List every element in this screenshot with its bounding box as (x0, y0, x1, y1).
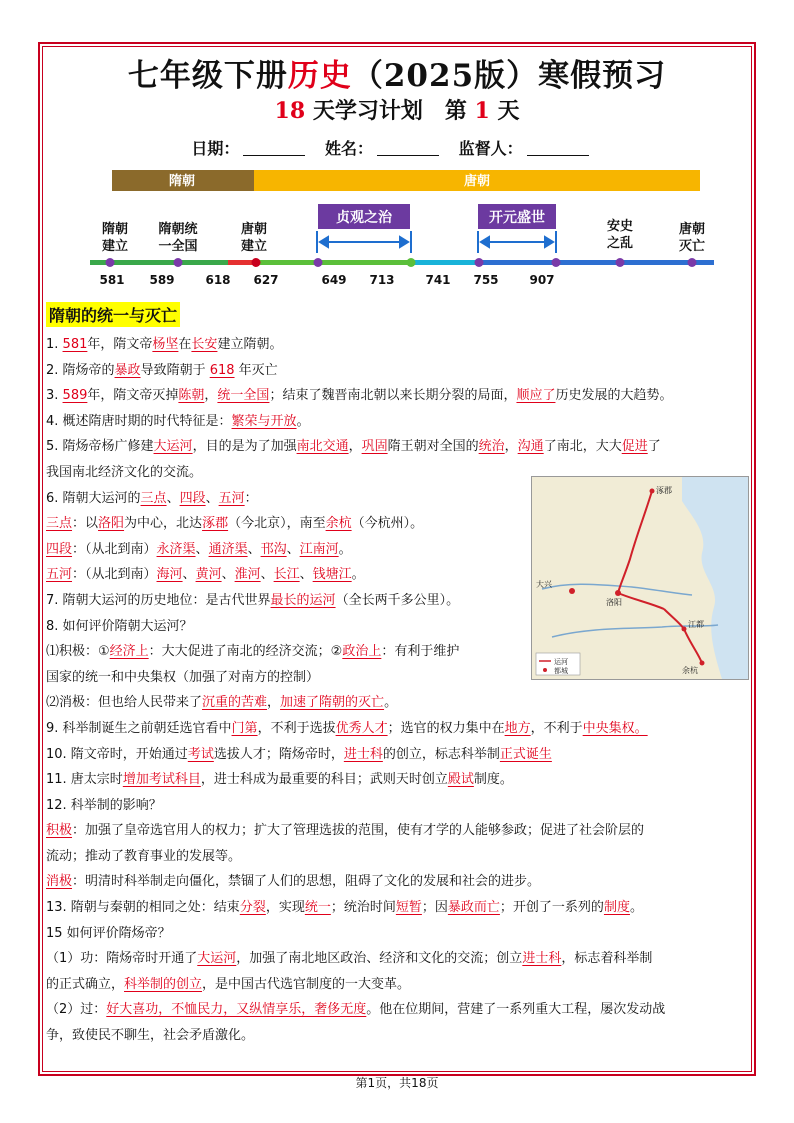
event-sui-founded-2: 建立 (101, 239, 129, 254)
note-text: ， (348, 439, 362, 455)
note-line (46, 358, 752, 384)
map-label-zhuojun: 涿郡 (656, 486, 672, 495)
keyword-answer: 大运河 (197, 951, 237, 967)
map-city-zhuojun (650, 489, 655, 494)
note-text: 国家的统一和中央集权（加强了对南方的控制） (46, 669, 320, 685)
note-line (46, 332, 752, 358)
legend-canal-label: 运河 (554, 658, 568, 666)
title-highlight: 历史 (287, 58, 352, 94)
note-text: 1. (46, 337, 63, 352)
date-label: 日期： (191, 139, 240, 158)
keyword-answer: 进士科 (343, 746, 383, 762)
name-field[interactable] (377, 141, 439, 156)
year-627: 627 (253, 273, 279, 287)
keyword-answer: 科举制的创立 (124, 976, 203, 992)
map-city-yuhang (700, 661, 705, 666)
note-text: ：明清时科举制走向僵化，禁锢了人们的思想，阻碍了文化的发展和社会的进步。 (72, 874, 541, 890)
note-text: 。 (384, 695, 398, 711)
note-text: 年，隋文帝灭掉 (87, 388, 179, 404)
note-text: 、 (247, 541, 261, 557)
marker-anshi (616, 258, 625, 267)
note-line (46, 818, 752, 844)
note-line (46, 1023, 752, 1049)
note-line (46, 895, 752, 921)
event-tang-fall-1: 唐朝 (678, 222, 706, 237)
keyword-answer: 五河 (46, 567, 73, 583)
keyword-answer: 581 (62, 337, 88, 352)
note-line (46, 844, 752, 870)
section-heading: 隋朝的统一与灭亡 (46, 302, 180, 327)
keyword-answer: 考试 (187, 746, 214, 762)
keyword-answer: 长江 (273, 567, 300, 583)
keyword-answer: 优秀人才 (335, 720, 388, 736)
marker-649 (314, 258, 323, 267)
name-label: 姓名： (324, 139, 373, 158)
event-anshi-1: 安史 (606, 219, 634, 234)
supervisor-field[interactable] (527, 141, 589, 156)
keyword-answer: 南北交通 (296, 439, 349, 455)
keyword-answer: 长安 (191, 337, 218, 352)
note-text: 13. 隋朝与秦朝的相同之处：结束 (46, 900, 240, 916)
note-text: 、 (195, 541, 209, 557)
note-text: 4. 概述隋唐时期的时代特征是： (46, 413, 232, 429)
marker-741 (552, 258, 561, 267)
legend-capital-swatch (543, 668, 547, 672)
event-tang-fall-2: 灭亡 (678, 239, 706, 254)
note-text: ；选官的权力集中在 (387, 720, 505, 736)
keyword-answer: 江南河 (299, 541, 339, 557)
note-text: ：（从北到南） (72, 567, 157, 583)
keyword-answer: 陈朝 (178, 388, 205, 404)
keyword-answer: 余杭 (325, 516, 352, 532)
note-line (46, 716, 752, 742)
keyword-answer: 618 (209, 362, 235, 378)
note-text: ；结束了魏晋南北朝以来长期分裂的局面， (269, 388, 517, 404)
map-city-luoyang (615, 590, 621, 596)
note-line (46, 665, 526, 691)
note-text: ：（从北到南） (72, 541, 157, 557)
note-text: 、 (166, 490, 180, 506)
year-649: 649 (321, 273, 347, 287)
year-755: 755 (473, 273, 499, 287)
note-text: 10. 隋文帝时，开始通过 (46, 746, 188, 762)
note-text: ：以 (72, 516, 99, 532)
keyword-answer: 制度 (603, 900, 630, 916)
note-line (46, 511, 526, 537)
timeline-axis-blue (476, 260, 714, 265)
sui-tang-timeline (82, 168, 722, 290)
year-713: 713 (369, 273, 395, 287)
note-text: ，目的是为了加强 (192, 439, 297, 455)
note-text: （1）功：隋炀帝时开通了 (46, 951, 198, 967)
note-text: ：有利于维护 (381, 644, 460, 660)
note-text: 我国南北经济文化的交流。 (46, 464, 203, 480)
event-sui-unify-2: 一全国 (158, 239, 198, 254)
note-text: 、 (221, 567, 235, 583)
note-text: ：大大促进了南北的经济交流；② (148, 644, 343, 660)
note-text: ；开创了一系列的 (499, 900, 604, 916)
year-907: 907 (529, 273, 555, 287)
keyword-answer: 统治 (478, 439, 505, 455)
map-label-yuhang: 余杭 (682, 666, 698, 675)
page-footer: 第1页，共18页 (355, 1076, 439, 1090)
keyword-answer: 进士科 (522, 951, 562, 967)
event-tang-founded-1: 唐朝 (240, 222, 268, 237)
keyword-answer: 增加考试科目 (122, 772, 201, 788)
study-plan-subtitle: 18 天学习计划 第 1 天 (274, 98, 520, 124)
note-text: ，实现 (265, 900, 305, 916)
keyword-answer: 殿试 (447, 772, 474, 788)
tang-band-label: 唐朝 (463, 174, 491, 189)
marker-755 (475, 258, 484, 267)
keyword-answer: 洛阳 (98, 516, 125, 532)
note-text: 年灭亡 (234, 362, 278, 378)
keyword-answer: 三点 (46, 516, 73, 532)
marker-581 (106, 258, 115, 267)
note-text: ， (504, 439, 518, 455)
note-text: 15 如何评价隋炀帝？ (46, 925, 171, 941)
note-line (46, 742, 752, 768)
keyword-answer: 永济渠 (156, 541, 196, 557)
zhenguan-arrow-right (400, 237, 408, 247)
note-text: 在 (178, 337, 192, 352)
note-text: 流动；推动了教育事业的发展等。 (46, 848, 242, 864)
note-text: 隋王朝对全国的 (387, 439, 479, 455)
keyword-answer: 积极 (46, 823, 73, 839)
note-text: 建立隋朝。 (217, 337, 283, 352)
note-line (46, 434, 752, 460)
keyword-answer: 门第 (231, 720, 258, 736)
note-text: ；因 (421, 900, 448, 916)
note-text: ： (244, 490, 258, 506)
sui-band-label: 隋朝 (168, 174, 196, 189)
note-text: ， (204, 388, 218, 404)
marker-589 (174, 258, 183, 267)
note-text: ，不利于 (530, 720, 583, 736)
note-text: 5. 隋炀帝杨广修建 (46, 439, 154, 455)
note-text: 、 (205, 490, 219, 506)
keyword-answer: 钱塘江 (312, 567, 352, 583)
zhenguan-label: 贞观之治 (336, 210, 392, 226)
zhenguan-arrow-left (320, 237, 328, 247)
year-589: 589 (149, 273, 175, 287)
note-text: 。 (296, 413, 310, 429)
note-text: 。 (338, 541, 352, 557)
note-text: 导致隋朝于 (140, 362, 210, 378)
note-line (46, 383, 752, 409)
keyword-answer: 四段 (46, 541, 73, 557)
keyword-answer: 大运河 (153, 439, 193, 455)
keyword-answer: 统一全国 (217, 388, 270, 404)
timeline-axis-cyan (408, 260, 476, 265)
year-741: 741 (425, 273, 451, 287)
kaiyuan-label: 开元盛世 (489, 210, 545, 226)
note-line (46, 921, 752, 947)
note-line (46, 869, 752, 895)
note-text: ；统治时间 (330, 900, 396, 916)
kaiyuan-arrow-right (545, 237, 553, 247)
note-line (46, 537, 526, 563)
keyword-answer: 中央集权。 (582, 720, 648, 736)
keyword-answer: 淮河 (234, 567, 261, 583)
note-text: 11. 唐太宗时 (46, 772, 123, 788)
note-text: 12. 科举制的影响？ (46, 797, 162, 813)
note-text: ，是中国古代选官制度的一大变革。 (202, 976, 411, 992)
keyword-answer: 通济渠 (208, 541, 248, 557)
keyword-answer: 正式诞生 (499, 746, 552, 762)
supervisor-label: 监督人： (458, 139, 523, 158)
note-line (46, 409, 752, 435)
event-tang-founded-2: 建立 (240, 239, 268, 254)
note-text: （2）过： (46, 1002, 107, 1018)
note-text: 制度。 (473, 772, 513, 788)
page-title: 七年级下册历史（2025版）寒假预习 (127, 58, 667, 94)
keyword-answer: 沉重的苦难 (202, 695, 268, 711)
keyword-answer: 统一 (304, 900, 331, 916)
event-sui-founded-1: 隋朝 (101, 222, 129, 237)
keyword-answer: 杨坚 (152, 337, 179, 352)
note-text: 6. 隋朝大运河的 (46, 490, 141, 506)
note-text: 、 (299, 567, 313, 583)
keyword-answer: 政治上 (342, 644, 382, 660)
keyword-answer: 暴政而亡 (447, 900, 500, 916)
keyword-answer: 地方 (504, 720, 531, 736)
note-line (46, 486, 526, 512)
note-line (46, 997, 752, 1023)
notes-content (46, 332, 752, 1049)
keyword-answer: 三点 (140, 490, 167, 506)
note-line (46, 690, 752, 716)
keyword-answer: 暴政 (114, 362, 141, 378)
keyword-answer: 繁荣与开放 (231, 413, 297, 429)
keyword-answer: 邗沟 (260, 541, 287, 557)
note-line (46, 946, 752, 972)
keyword-answer: 经济上 (109, 644, 149, 660)
year-618: 618 (205, 273, 231, 287)
note-text: ⑵消极：但也给人民带来了 (46, 695, 203, 711)
note-text: 为中心，北达 (124, 516, 203, 532)
year-581: 581 (99, 273, 125, 287)
keyword-answer: 促进 (621, 439, 648, 455)
legend-capital-label: 都城 (554, 667, 568, 675)
note-text: 了南北，大大 (543, 439, 622, 455)
note-line (46, 562, 526, 588)
note-text: ，进士科成为最重要的科目；武则天时创立 (200, 772, 448, 788)
keyword-answer: 分裂 (239, 900, 266, 916)
marker-618 (252, 258, 261, 267)
note-text: ：加强了皇帝选官用人的权力；扩大了管理选拔的范围，使有才学的人能够参政；促进了社会阶层的 (72, 823, 645, 839)
note-text: （今杭州）。 (351, 516, 424, 532)
note-text: 年，隋文帝 (87, 337, 153, 352)
info-line (0, 136, 794, 159)
date-field[interactable] (243, 141, 305, 156)
note-text: ⑴积极：① (46, 644, 110, 660)
map-label-daxing: 大兴 (536, 580, 552, 589)
note-text: ， (267, 695, 281, 711)
note-line (46, 972, 752, 998)
keyword-answer: 顺应了 (516, 388, 556, 404)
map-city-jiangdu (682, 627, 687, 632)
note-text: 9. 科举制诞生之前朝廷选官看中 (46, 720, 232, 736)
marker-907 (688, 258, 697, 267)
timeline-axis-lightgreen (258, 260, 408, 265)
note-line (46, 767, 752, 793)
keyword-answer: 海河 (156, 567, 183, 583)
keyword-answer: 涿郡 (202, 516, 229, 532)
keyword-answer: 沟通 (517, 439, 544, 455)
note-line (46, 793, 752, 819)
note-text: 的正式确立， (46, 976, 125, 992)
note-text: 、 (260, 567, 274, 583)
note-text: （今北京），南至 (228, 516, 326, 532)
note-text: 选拔人才；隋炀帝时， (213, 746, 344, 762)
note-line (46, 614, 526, 640)
keyword-answer: 最长的运河 (270, 592, 336, 608)
note-text: 。 (629, 900, 643, 916)
note-text: 7. 隋朝大运河的历史地位：是古代世界 (46, 592, 271, 608)
note-line (46, 588, 526, 614)
note-text: 。他在位期间，营建了一系列重大工程，屡次发动战 (366, 1002, 666, 1018)
note-text: 争，致使民不聊生，社会矛盾激化。 (46, 1028, 255, 1044)
map-label-luoyang: 洛阳 (606, 598, 622, 607)
event-anshi-2: 之乱 (606, 236, 634, 251)
keyword-answer: 四段 (179, 490, 206, 506)
keyword-answer: 黄河 (195, 567, 222, 583)
note-text: ，不利于选拔 (257, 720, 336, 736)
note-text: 、 (182, 567, 196, 583)
keyword-answer: 短暂 (395, 900, 422, 916)
keyword-answer: 五河 (218, 490, 245, 506)
map-capital-daxing (569, 588, 575, 594)
note-text: 历史发展的大趋势。 (555, 388, 673, 404)
kaiyuan-arrow-left (481, 237, 489, 247)
note-text: ，加强了南北地区政治、经济和文化的交流；创立 (236, 951, 523, 967)
keyword-answer: 589 (62, 388, 88, 404)
note-text: ，标志着科举制 (561, 951, 653, 967)
map-label-jiangdu: 江都 (688, 620, 704, 629)
note-text: 2. 隋炀帝的 (46, 362, 115, 378)
note-text: 3. (46, 388, 63, 404)
note-text: 、 (286, 541, 300, 557)
note-text: 。 (351, 567, 365, 583)
keyword-answer: 巩固 (361, 439, 388, 455)
note-text: （全长两千多公里）。 (335, 592, 460, 608)
note-text: 8. 如何评价隋朝大运河？ (46, 618, 193, 634)
event-sui-unify-1: 隋朝统 (158, 222, 198, 237)
note-text: 了 (647, 439, 661, 455)
note-text: 的创立，标志科举制 (382, 746, 500, 762)
keyword-answer: 加速了隋朝的灭亡 (280, 695, 385, 711)
grand-canal-map (531, 476, 749, 680)
keyword-answer: 好大喜功，不恤民力，又纵情享乐，奢侈无度 (106, 1002, 367, 1018)
keyword-answer: 消极 (46, 874, 73, 890)
note-line (46, 639, 526, 665)
marker-713 (407, 258, 416, 267)
